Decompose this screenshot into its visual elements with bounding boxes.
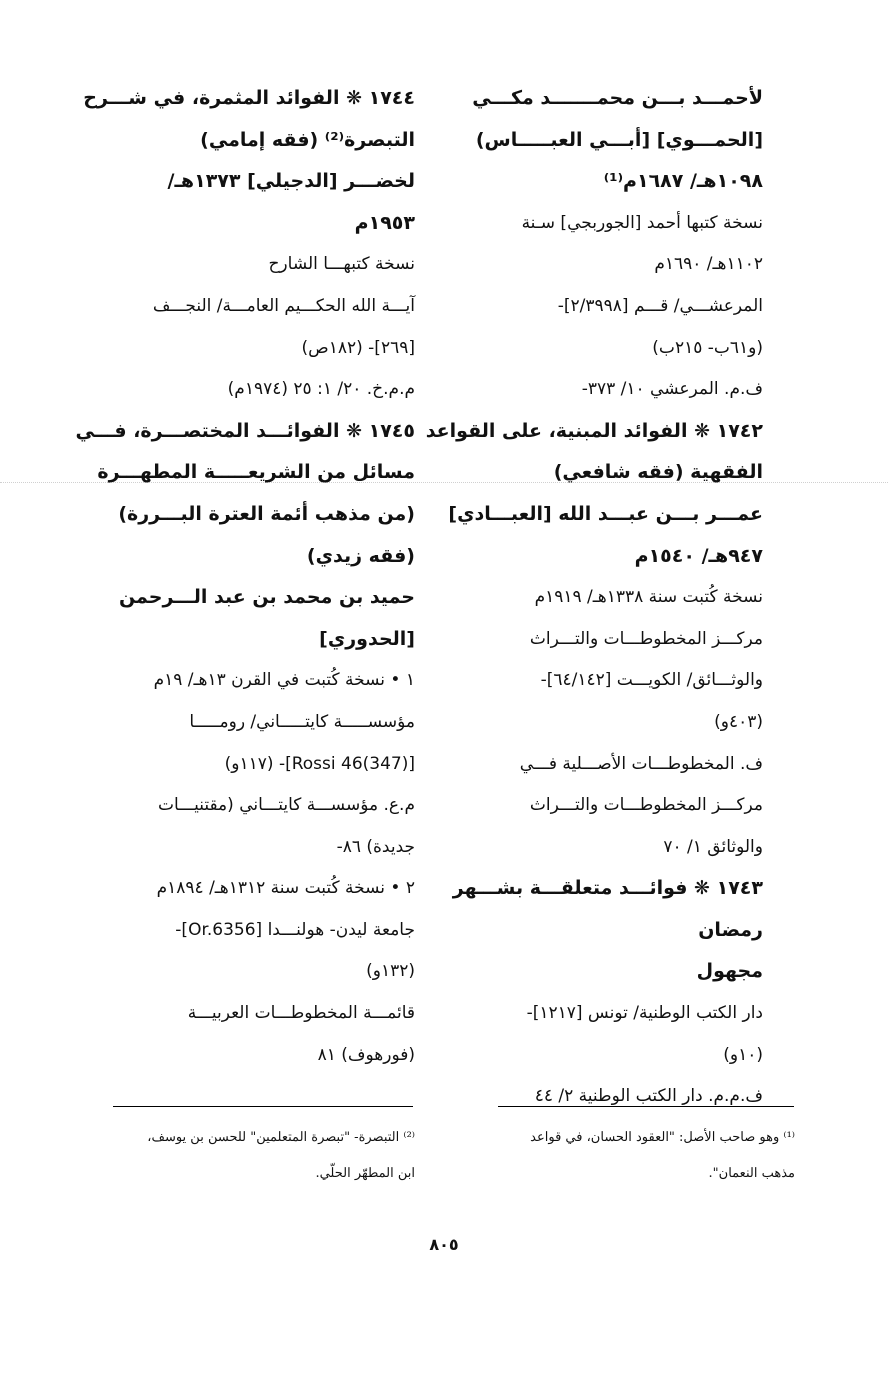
- right-column-line: نسخة كتبها أحمد [الجوربجي] سـنة: [521, 212, 763, 233]
- right-column-line: ف.م. المرعشي ١٠/ ٣٧٣-: [581, 379, 763, 400]
- right-column: [425, 78, 763, 1118]
- left-column-line: [Rossi 46(347)]- (١١٧و): [224, 753, 415, 774]
- right-column-line: (و٦١ب- ٢١٥ب): [652, 337, 763, 358]
- left-column-line: جامعة ليدن- هولنـــدا [Or.6356]-: [175, 919, 415, 940]
- footnote-left-line-1: ⁽²⁾ التبصرة- "تبصرة المتعلمين" للحسن بن يوسف،: [147, 1130, 415, 1145]
- left-column-line: مؤسســـــة كايتـــــاني/ رومـــــا: [189, 711, 415, 732]
- right-column-line: (١٠و): [723, 1044, 763, 1065]
- right-column-line: نسخة كُتبت سنة ١٣٣٨هـ/ ١٩١٩م: [534, 587, 763, 608]
- right-column-line: والوثـــائق/ الكويـــت [٦٤/١٤٢]-: [540, 670, 763, 691]
- left-column-line: ٢ • نسخة كُتبت سنة ١٣١٢هـ/ ١٨٩٤م: [156, 878, 415, 899]
- left-column-line: نسخة كتبهـــا الشارح: [268, 254, 415, 275]
- left-column-line: (١٣٢و): [366, 961, 415, 982]
- left-column-line: (من مذهب أئمة العترة البـــررة): [118, 502, 415, 525]
- footnote-rule-right: [498, 1106, 794, 1107]
- right-column-line: ١٠٩٨هـ/ ١٦٨٧م⁽¹⁾: [603, 170, 763, 193]
- right-column-line: لأحمـــد بـــن محمـــــــد مكـــي: [472, 87, 763, 109]
- right-column-line: عمـــر بـــن عبـــد الله [العبـــادي]: [448, 502, 763, 525]
- footnote-left-line-2: ابن المطهّر الحلّي.: [315, 1166, 415, 1181]
- right-column-line: [الحمـــوي] [أبـــي العبـــــاس): [475, 128, 763, 151]
- right-column-line: الفقهية (فقه شافعي): [553, 461, 763, 484]
- left-column-line: لخضـــر [الدجيلي] ١٣٧٣هـ/: [167, 170, 415, 193]
- right-column-line: مركـــز المخطوطـــات والتـــراث: [529, 628, 763, 649]
- left-column-line: قائمـــة المخطوطـــات العربيـــة: [187, 1003, 415, 1024]
- left-column-line: ١٧٤٥ ❋ الفوائـــد المختصـــرة، فـــي: [75, 419, 415, 442]
- right-column-line: (٤٠٣و): [714, 711, 763, 732]
- footnote-right-line-2: مذهب النعمان".: [708, 1166, 795, 1181]
- left-column-line: آيـــة الله الحكـــيم العامـــة/ النجـــف: [152, 295, 415, 316]
- left-column-line: [٢٦٩]- (١٨٢ص): [301, 337, 415, 358]
- left-column-line: جديدة) ٨٦-: [336, 836, 415, 857]
- left-column-line: حميد بن محمد بن عبد الـــرحمن: [118, 586, 415, 609]
- right-column-line: والوثائق ١/ ٧٠: [663, 836, 763, 857]
- left-column-line: (فورهوف) ٨١: [317, 1044, 415, 1065]
- right-column-line: مركـــز المخطوطـــات والتـــراث: [529, 795, 763, 816]
- left-column-line: التبصرة⁽²⁾ (فقه إمامي): [200, 128, 415, 151]
- right-column-line: المرعشـــي/ قـــم [٢/٣٩٩٨]-: [557, 295, 763, 316]
- footnote-rule-left: [113, 1106, 413, 1107]
- right-column-line: ١٧٤٢ ❋ الفوائد المبنية، على القواعد: [425, 419, 763, 442]
- right-column-line: ف. المخطوطـــات الأصـــلية فـــي: [519, 753, 763, 774]
- left-column-line: م.ع. مؤسســـة كايتـــاني (مقتنيـــات: [157, 795, 415, 816]
- left-column-line: ١٩٥٣م: [354, 211, 415, 234]
- right-column-line: ف.م.م. دار الكتب الوطنية ٢/ ٤٤: [534, 1086, 763, 1107]
- left-column-line: م.م.خ. ٢٠/ ١: ٢٥ (١٩٧٤م): [227, 379, 415, 400]
- right-column-line: مجهول: [696, 960, 763, 983]
- footnote-left: [80, 1120, 415, 1192]
- footnote-right: [470, 1120, 795, 1192]
- right-column-line: ٩٤٧هـ/ ١٥٤٠م: [634, 544, 763, 567]
- left-column-line: (فقه زيدي): [306, 544, 415, 567]
- footnote-right-line-1: ⁽¹⁾ وهو صاحب الأصل: "العقود الحسان، في قواعد: [530, 1130, 795, 1145]
- left-column-line: مسائل من الشريعـــــة المطهـــرة: [97, 461, 415, 484]
- right-column-line: ١١٠٢هـ/ ١٦٩٠م: [654, 254, 763, 275]
- left-column: [75, 78, 415, 1076]
- left-column-line: ١ • نسخة كُتبت في القرن ١٣هـ/ ١٩م: [153, 670, 415, 691]
- left-column-line: ١٧٤٤ ❋ الفوائد المثمرة، في شـــرح: [83, 87, 415, 109]
- right-column-line: دار الكتب الوطنية/ تونس [١٢١٧]-: [526, 1003, 763, 1024]
- right-column-line: ١٧٤٣ ❋ فوائـــد متعلقـــة بشـــهر: [452, 877, 763, 900]
- right-column-line: رمضان: [698, 918, 763, 941]
- left-column-line: [الحدوري]: [319, 627, 415, 650]
- page-number: ٨٠٥: [429, 1235, 459, 1254]
